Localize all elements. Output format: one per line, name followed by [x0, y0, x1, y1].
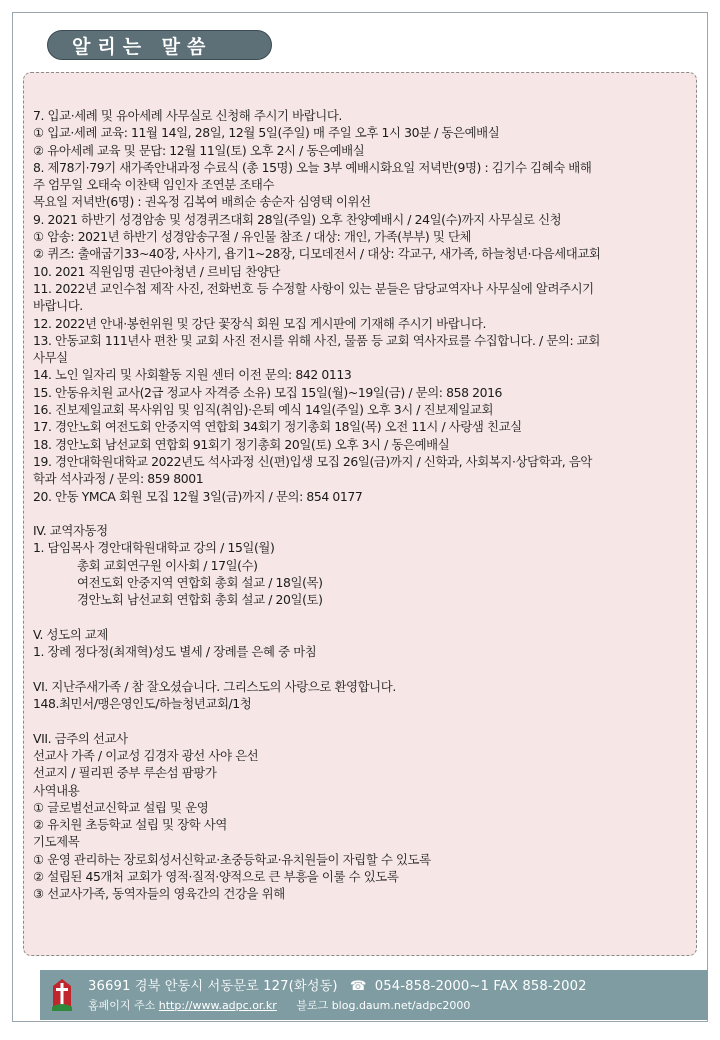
announcement-line: 바랍니다.	[33, 298, 83, 314]
announcement-line: 사무실	[33, 350, 68, 366]
announcement-line: 148.최민서/맹은영인도/하늘청년교회/1청	[33, 696, 252, 712]
announcement-line: 사역내용	[33, 782, 80, 798]
announcement-line: ① 암송: 2021년 하반기 성경암송구절 / 유인물 참조 / 대상: 개인, 가족(부부) 및 단체	[33, 229, 472, 245]
announcement-line: 15. 안동유치원 교사(2급 정교사 자격증 소유) 모집 15일(월)~19일(금) / 문의: 858 2016	[33, 384, 503, 400]
announcement-line: 7. 입교·세례 및 유아세례 사무실로 신청해 주시기 바랍니다.	[33, 108, 342, 123]
announcement-line: 선교사 가족 / 이교성 김경자 광선 사야 은선	[33, 747, 259, 763]
announcement-line: 20. 안동 YMCA 회원 모집 12월 3일(금)까지 / 문의: 854 0177	[33, 488, 363, 504]
announcement-line: ① 입교·세례 교육: 11월 14일, 28일, 12월 5일(주일) 매 주일 오후 1시 30분 / 동은예배실	[33, 125, 500, 141]
announcement-line: 여전도회 안중지역 연합회 총회 설교 / 18일(목)	[77, 575, 323, 591]
spacer	[33, 505, 688, 522]
announcement-line: 1. 담임목사 경안대학원대학교 강의 / 15일(월)	[33, 540, 275, 556]
announcement-line: 13. 안동교회 111년사 편찬 및 교회 사진 전시를 위해 사진, 물품 등 교회 역사자료를 수집합니다. / 문의: 교회	[33, 332, 600, 348]
blog-link[interactable]: 블로그 blog.daum.net/adpc2000	[296, 999, 471, 1012]
announcement-line: 17. 경안노회 여전도회 안중지역 연합회 34회기 정기총회 18일(목) 오전 11시 / 사랑샘 친교실	[33, 419, 522, 435]
announcement-line: V. 성도의 교제	[33, 626, 108, 642]
announcement-line: 11. 2022년 교인수첩 제작 사진, 전화번호 등 수정할 사항이 있는 분들은 담당교역자나 사무실에 알려주시기	[33, 280, 594, 296]
announcement-line: 10. 2021 직원임명 권단아청년 / 르비딤 찬양단	[33, 263, 280, 279]
announcement-line: 목요일 저녁반(6명) : 권옥정 김복여 배희순 송순자 심영택 이위선	[33, 194, 371, 210]
phone-icon: ☎	[349, 979, 367, 994]
announcement-line: 16. 진보제일교회 목사위임 및 임직(취임)·은퇴 예식 14일(주일) 오후 3시 / 진보제일교회	[33, 402, 494, 418]
announcements-box	[23, 72, 697, 956]
spacer	[33, 712, 688, 729]
announcement-line: ① 운영 관리하는 장로회성서신학교·초중등학교·유치원들이 자립할 수 있도록	[33, 851, 431, 867]
announcement-line: 14. 노인 일자리 및 사회활동 지원 센터 이전 문의: 842 0113	[33, 367, 352, 383]
announcement-line: 총회 교회연구원 이사회 / 17일(수)	[77, 557, 258, 573]
announcement-line: 18. 경안노회 남선교회 연합회 91회기 정기총회 20일(토) 오후 3시 / 동은예배실	[33, 436, 450, 452]
announcement-line: 19. 경안대학원대학교 2022년도 석사과정 신(편)입생 모집 26일(금)까지 / 신학과, 사회복지·상담학과, 음악	[33, 453, 592, 469]
announcement-line: 8. 제78기·79기 새가족안내과정 수료식 (총 15명) 오늘 3부 예배시화요일 저녁반(9명) : 김기수 김혜숙 배해	[33, 159, 592, 175]
announcement-line: VI. 지난주새가족 / 참 잘오셨습니다. 그리스도의 사랑으로 환영합니다.	[33, 678, 396, 694]
section-title-banner	[47, 30, 272, 60]
announcement-line: IV. 교역자동정	[33, 523, 108, 539]
announcement-line: 선교지 / 필리핀 중부 루손섬 팜팡가	[33, 765, 217, 781]
announcement-line: ② 유치원 초등학교 설립 및 장학 사역	[33, 817, 227, 833]
announcement-line: 12. 2022년 안내·봉헌위원 및 강단 꽃장식 회원 모집 게시판에 기재해 주시기 바랍니다.	[33, 315, 487, 331]
homepage-label: 홈페이지 주소	[88, 999, 156, 1012]
spacer	[33, 661, 688, 678]
announcement-line: ② 유아세례 교육 및 문답: 12월 11일(토) 오후 2시 / 동은예배실	[33, 142, 365, 158]
announcement-line: 9. 2021 하반기 성경암송 및 성경퀴즈대회 28일(주일) 오후 찬양예배시 / 24일(수)까지 사무실로 신청	[33, 211, 562, 227]
announcement-line: ② 퀴즈: 출애굽기33~40장, 사사기, 욥기1~28장, 디모데전서 / 대상: 각교구, 새가족, 하늘청년·다음세대교회	[33, 246, 601, 262]
announcement-line: ③ 선교사가족, 동역자들의 영육간의 건강을 위해	[33, 886, 285, 902]
announcement-line: ① 글로벌선교신학교 설립 및 운영	[33, 799, 209, 815]
church-logo-icon	[50, 977, 74, 1013]
homepage-link[interactable]: http://www.adpc.or.kr	[158, 999, 277, 1012]
section-title: 알리는 말씀	[72, 35, 213, 58]
announcement-line: ② 설립된 45개처 교회가 영적·질적·양적으로 큰 부흥을 이룰 수 있도록	[33, 869, 399, 885]
announcement-line: VII. 금주의 선교사	[33, 730, 128, 746]
announcement-line: 1. 장례 정다정(최재혁)성도 별세 / 장례를 은혜 중 마침	[33, 644, 317, 660]
footer-address: 36691 경북 안동시 서동문로 127(화성동)	[88, 979, 338, 994]
spacer	[33, 609, 688, 626]
footer-links	[88, 997, 470, 1013]
footer-contact	[88, 975, 587, 994]
announcement-line: 기도제목	[33, 834, 80, 850]
footer-phone: 054-858-2000~1 FAX 858-2002	[374, 979, 587, 994]
announcement-line: 학과 석사과정 / 문의: 859 8001	[33, 471, 204, 487]
announcement-line: 주 엄무일 오태숙 이찬택 임인자 조연분 조태수	[33, 177, 275, 193]
announcement-line: 경안노회 남선교회 연합회 총회 설교 / 20일(토)	[77, 592, 323, 608]
